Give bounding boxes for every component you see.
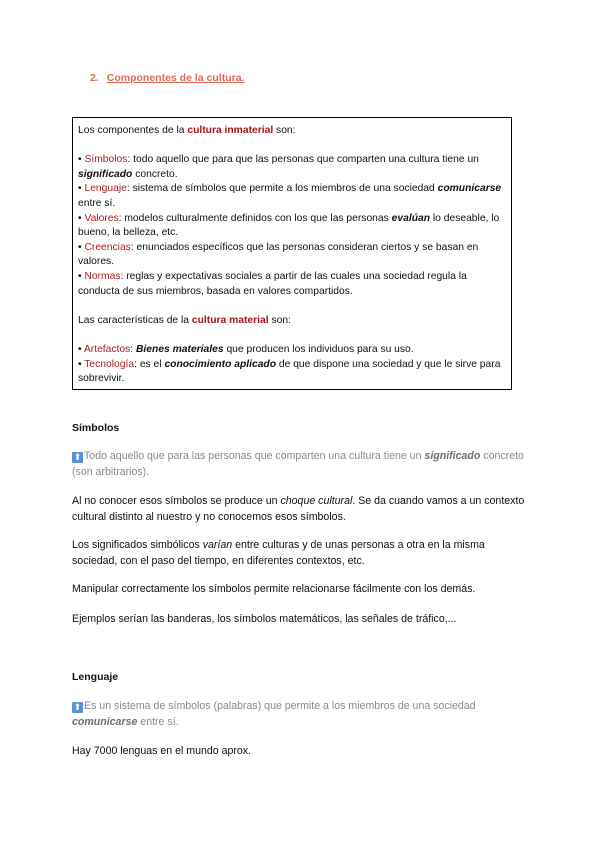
lenguaje-paragraph: Hay 7000 lenguas en el mundo aprox. <box>72 745 252 757</box>
heading-title: Componentes de la cultura. <box>106 72 245 84</box>
simbolos-paragraph: Al no conocer esos símbolos se produce un choque cultural. Se da cuando vamos a un contexto cultural distinto al nuestro y no conocemos esos símbolos. <box>72 495 525 523</box>
simbolos-paragraph: Los significados simbólicos varían entre culturas y de unas personas a otra en la misma sociedad, con el paso del tiempo, en diferentes contextos, etc. <box>72 539 485 567</box>
list-item: • Lenguaje: sistema de símbolos que permite a los miembros de una sociedad comunicarse entre sí. <box>78 183 502 209</box>
simbolos-paragraph: Ejemplos serían las banderas, los símbolos matemáticos, las señales de tráfico,... <box>72 613 457 625</box>
arrow-up-icon: ⬆ <box>73 702 82 712</box>
lenguaje-title: Lenguaje <box>72 671 119 683</box>
lenguaje-quote: ⬆ Es un sistema de símbolos (palabras) que permite a los miembros de una sociedad comunicarse entre sí. <box>72 700 476 728</box>
simbolos-paragraph: Manipular correctamente los símbolos permite relacionarse fácilmente con los demás. <box>72 583 476 595</box>
simbolos-quote: ⬆ Todo aquello que para las personas que comparten una cultura tiene un significado concreto (son arbitrarios). <box>72 450 524 478</box>
simbolos-title: Símbolos <box>72 422 120 434</box>
box-material-intro: Las características de la cultura material son: <box>78 314 291 326</box>
list-item: • Tecnología: es el conocimiento aplicado de que dispone una sociedad y que le sirve para sobrevivir. <box>78 358 501 385</box>
list-item: • Creencias: enunciados específicos que las personas consideran ciertos y se basan en valores. <box>78 241 479 268</box>
arrow-up-icon: ⬆ <box>73 452 82 462</box>
list-item: • Normas: reglas y expectativas sociales a partir de las cuales una sociedad regula la conducta de sus miembros, basada en valores compartidos. <box>78 270 467 297</box>
section-heading <box>90 72 244 84</box>
list-item: • Artefactos: Bienes materiales que producen los individuos para su uso. <box>78 343 414 355</box>
heading-number: 2. <box>90 72 99 84</box>
box-intro: Los componentes de la cultura inmaterial son: <box>78 125 296 136</box>
components-box <box>72 117 512 390</box>
list-item: • Valores: modelos culturalmente definidos con los que las personas evalúan lo deseable, lo bueno, la belleza, etc. <box>78 212 500 239</box>
list-item: • Símbolos: todo aquello que para que las personas que comparten una cultura tiene un significado concreto. <box>78 154 479 180</box>
